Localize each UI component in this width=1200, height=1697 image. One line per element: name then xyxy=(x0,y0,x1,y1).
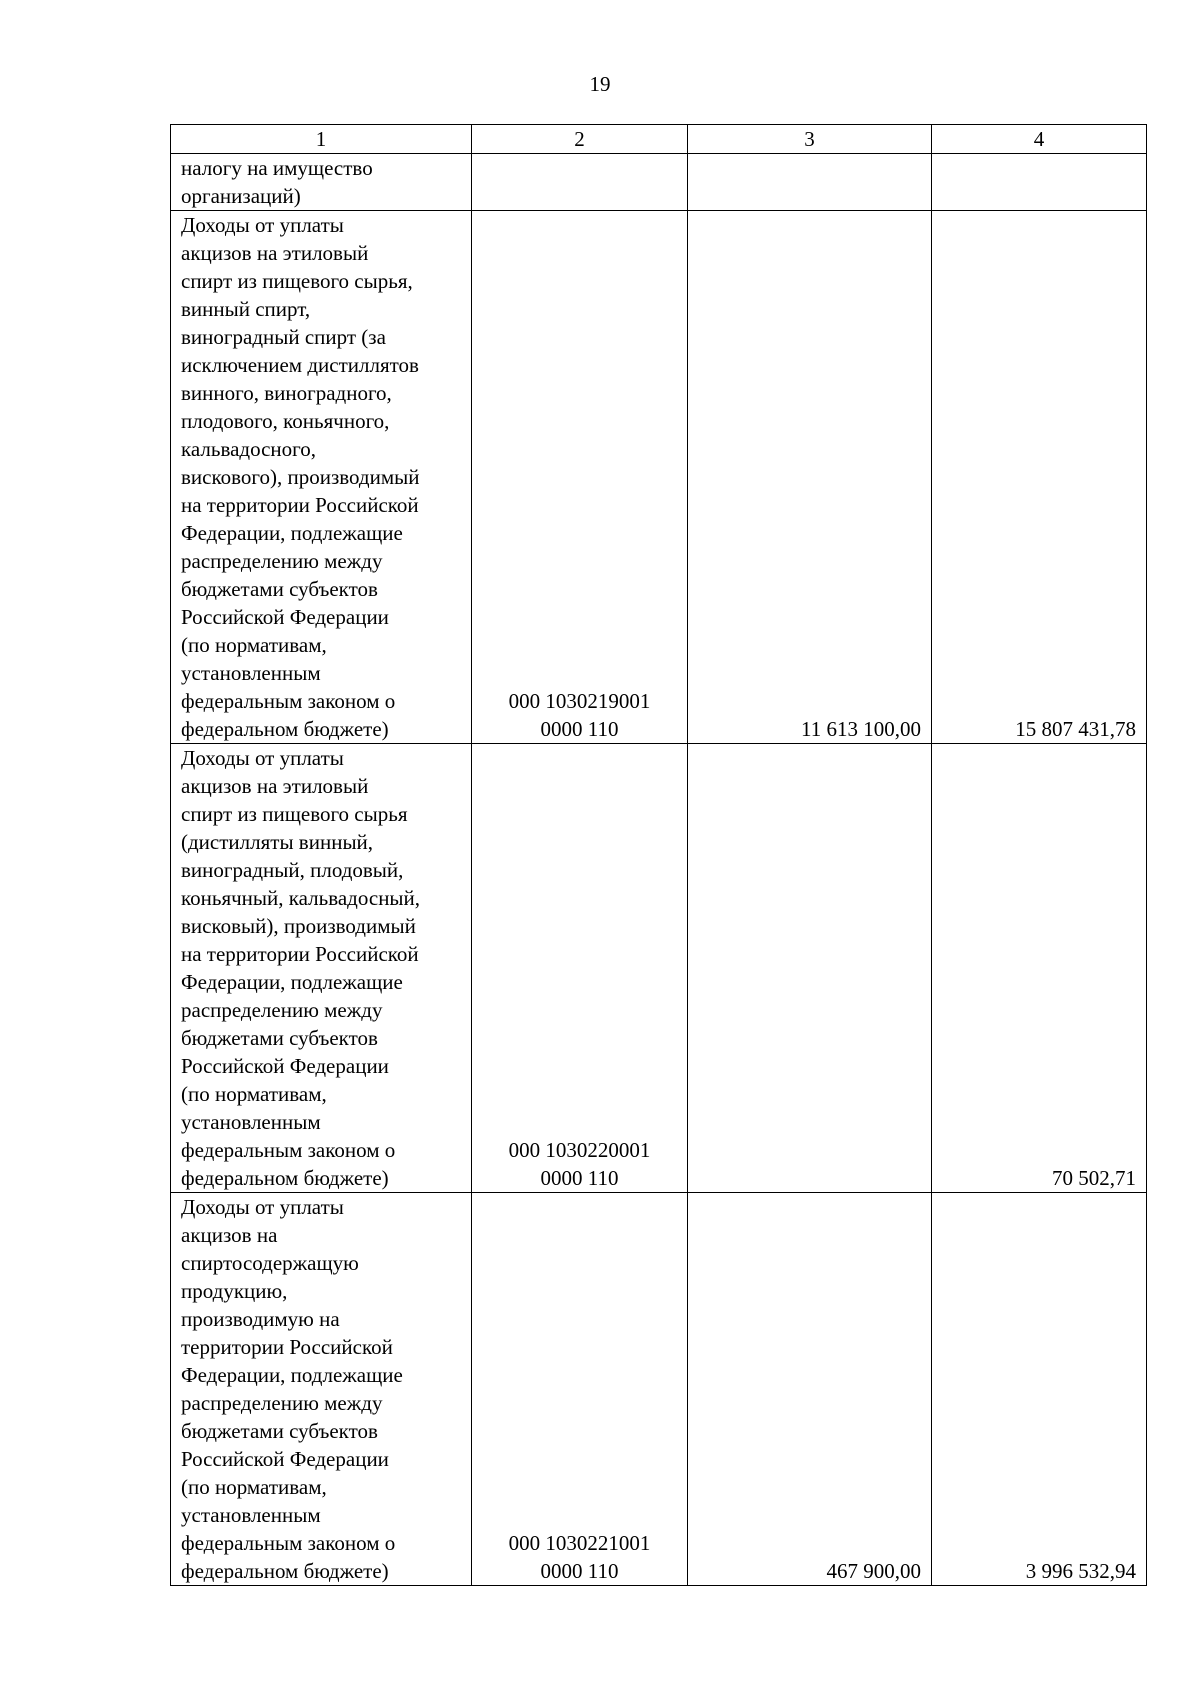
row-col3-value: 11 613 100,00 xyxy=(688,211,932,744)
row-description: налогу на имущество организаций) xyxy=(171,154,472,211)
row-col3-value: 467 900,00 xyxy=(688,1193,932,1586)
row-description: Доходы от уплаты акцизов на этиловый спирт из пищевого сырья, винный спирт, виноградный спирт (за исключением дистиллятов винного, виноградного, плодового, коньячного, кальвадосного, вискового), производимый на территории Российской Федерации, подлежащие распределению между бюджетами субъектов Российской Федерации (по нормативам, установленным федеральным законом о федеральном бюджете) xyxy=(171,211,472,744)
table-row xyxy=(171,211,1147,744)
row-code xyxy=(472,154,688,211)
row-col3-value xyxy=(688,744,932,1193)
row-col4-value: 3 996 532,94 xyxy=(932,1193,1147,1586)
row-description: Доходы от уплаты акцизов на спиртосодержащую продукцию, производимую на территории Российской Федерации, подлежащие распределению между бюджетами субъектов Российской Федерации (по нормативам, установленным федеральным законом о федеральном бюджете) xyxy=(171,1193,472,1586)
row-col4-value: 15 807 431,78 xyxy=(932,211,1147,744)
column-header: 2 xyxy=(472,125,688,154)
table-row xyxy=(171,1193,1147,1586)
column-header: 4 xyxy=(932,125,1147,154)
table-row xyxy=(171,154,1147,211)
table-header-row xyxy=(171,125,1147,154)
row-code: 000 1030220001 0000 110 xyxy=(472,744,688,1193)
row-col4-value: 70 502,71 xyxy=(932,744,1147,1193)
column-header: 3 xyxy=(688,125,932,154)
revenue-table xyxy=(170,124,1147,1586)
row-col4-value xyxy=(932,154,1147,211)
table-row xyxy=(171,744,1147,1193)
column-header: 1 xyxy=(171,125,472,154)
row-col3-value xyxy=(688,154,932,211)
row-code: 000 1030219001 0000 110 xyxy=(472,211,688,744)
row-code: 000 1030221001 0000 110 xyxy=(472,1193,688,1586)
row-description: Доходы от уплаты акцизов на этиловый спирт из пищевого сырья (дистилляты винный, виноградный, плодовый, коньячный, кальвадосный, висковый), производимый на территории Российской Федерации, подлежащие распределению между бюджетами субъектов Российской Федерации (по нормативам, установленным федеральным законом о федеральном бюджете) xyxy=(171,744,472,1193)
page-number: 19 xyxy=(589,72,611,96)
